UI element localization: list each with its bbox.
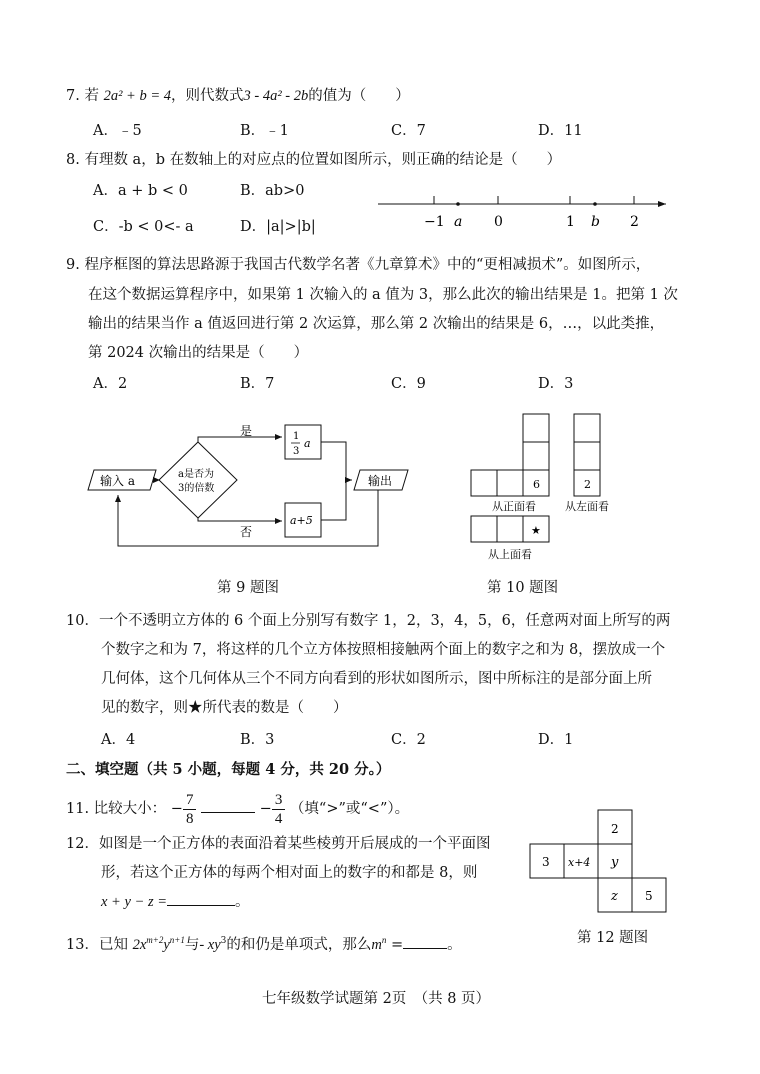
- q8-number-line: [370, 190, 670, 235]
- nl-label-2: 2: [630, 214, 639, 230]
- q12-answer-blank[interactable]: [167, 905, 235, 906]
- q7-option-a: A．﹣5: [93, 123, 142, 139]
- q12-line-3: x + y − z = 。: [101, 894, 250, 910]
- cube-net-figure: [528, 808, 673, 918]
- q9-line-3: 输出的结果当作 a 值返回进行第 2 次运算，那么第 2 次输出的结果是 6，…，以此类推，: [88, 316, 665, 332]
- q12-line-2: 形，若这个正方体的每两个相对面上的数字的和都是 8，则: [101, 865, 478, 881]
- page-footer: 七年级数学试题第 2页 （共 8 页）: [262, 991, 491, 1007]
- nl-label-0: 0: [494, 214, 503, 230]
- section-2-heading: 二、填空题（共 5 小题，每题 4 分，共 20 分。）: [66, 761, 391, 778]
- q11-fraction-2: $\frac{3}{4}$: [272, 791, 286, 828]
- flow-yes-label: 是: [240, 424, 253, 438]
- front-view-number: 6: [533, 478, 540, 491]
- net-cell-left: 3: [542, 855, 550, 869]
- top-view-label: 从上面看: [488, 548, 532, 561]
- net-cell-y: y: [611, 855, 619, 870]
- q10-line-4: 见的数字，则★所代表的数是（ ）: [101, 700, 348, 716]
- q10-line-3: 几何体，这个几何体从三个不同方向看到的形状如图所示，图中所标注的是部分面上所: [101, 671, 652, 687]
- fig12-caption: 第 12 题图: [577, 930, 649, 946]
- fig10-caption: 第 10 题图: [487, 580, 559, 596]
- net-cell-top: 2: [611, 822, 619, 836]
- flow-no-label: 否: [240, 525, 253, 539]
- q7-stem: 7. 若 2a² + b = 4，则代数式3 - 4a² - 2b的值为（ ）: [66, 88, 410, 104]
- q11-answer-blank[interactable]: [201, 812, 255, 813]
- q9-option-c: C．9: [391, 376, 426, 392]
- q10-line-2: 个数字之和为 7，将这样的几个立方体按照相接触两个面上的数字之和为 8，摆放成一个: [101, 642, 666, 658]
- q7-option-c: C．7: [391, 123, 426, 139]
- q7-option-b: B．﹣1: [240, 123, 289, 139]
- front-view-label: 从正面看: [492, 500, 536, 513]
- q8-stem: 8. 有理数 a，b 在数轴上的对应点的位置如图所示，则正确的结论是（ ）: [66, 152, 562, 168]
- q10-option-c: C．2: [391, 732, 426, 748]
- three-views-figure: [466, 410, 636, 565]
- q8-option-d: D．|a|>|b|: [240, 219, 316, 235]
- q8-option-c: C．-b < 0<- a: [93, 219, 194, 235]
- net-cell-z: z: [611, 889, 618, 904]
- left-view-number: 2: [584, 478, 591, 491]
- q8-option-a: A．a + b < 0: [93, 183, 188, 199]
- flow-decision-line1: a是否为: [178, 469, 214, 480]
- q13-answer-blank[interactable]: [403, 948, 447, 949]
- q9-line-1: 9. 程序框图的算法思路源于我国古代数学名著《九章算术》中的“更相减损术”。如图所示，: [66, 257, 651, 273]
- net-cell-x4: x+4: [568, 856, 591, 869]
- fig9-caption: 第 9 题图: [217, 580, 279, 596]
- svg-text:a+5: a+5: [290, 514, 313, 527]
- svg-text:1: 1: [293, 431, 300, 442]
- flow-yes-box: [285, 425, 321, 459]
- flowchart: [80, 415, 410, 560]
- q7-option-d: D．11: [538, 123, 583, 139]
- q11-fraction-1: $\frac{7}{8}$: [183, 791, 197, 828]
- q9-option-d: D．3: [538, 376, 574, 392]
- q8-option-b: B．ab>0: [240, 183, 305, 199]
- flow-output-label: 输出: [368, 474, 393, 488]
- left-view-label: 从左面看: [565, 500, 609, 513]
- nl-label-1: 1: [566, 214, 575, 230]
- q9-line-4: 第 2024 次输出的结果是（ ）: [88, 345, 309, 361]
- svg-text:3: 3: [293, 446, 300, 457]
- q10-option-d: D．1: [538, 732, 574, 748]
- q9-option-b: B．7: [240, 376, 275, 392]
- q9-line-2: 在这个数据运算程序中，如果第 1 次输入的 a 值为 3，那么此次的输出结果是 1。把第 1 次: [88, 287, 678, 303]
- q7-expr1: 2a² + b = 4: [103, 88, 171, 104]
- q10-option-a: A．4: [101, 732, 136, 748]
- q9-option-a: A．2: [93, 376, 128, 392]
- flow-decision: [159, 442, 237, 518]
- flow-input-label: 输入 a: [100, 474, 135, 488]
- nl-label-a: a: [454, 214, 463, 230]
- q11: 11. 比较大小： − $\frac{7}{8}$ − $\frac{3}{4}$ （填“>”或“<”）。: [66, 791, 410, 827]
- net-cell-5: 5: [645, 889, 653, 903]
- q12-line-1: 12．如图是一个正方体的表面沿着某些棱剪开后展成的一个平面图: [66, 836, 491, 852]
- nl-label-b: b: [591, 214, 600, 230]
- q13: 13．已知 $2x^{m+2}y^{n+1}$与- $xy^3$的和仍是单项式，那么$m^n$ = 。: [66, 935, 462, 953]
- star-icon: ★: [531, 524, 541, 537]
- svg-text:a: a: [304, 437, 311, 450]
- q10-option-b: B．3: [240, 732, 275, 748]
- q10-line-1: 10．一个不透明立方体的 6 个面上分别写有数字 1，2，3，4，5，6，任意两对面上所写的两: [66, 613, 671, 629]
- nl-label-neg1: −1: [424, 214, 445, 230]
- q7-expr2: 3 - 4a² - 2b: [243, 88, 309, 104]
- flow-decision-line2: 3的倍数: [178, 483, 215, 494]
